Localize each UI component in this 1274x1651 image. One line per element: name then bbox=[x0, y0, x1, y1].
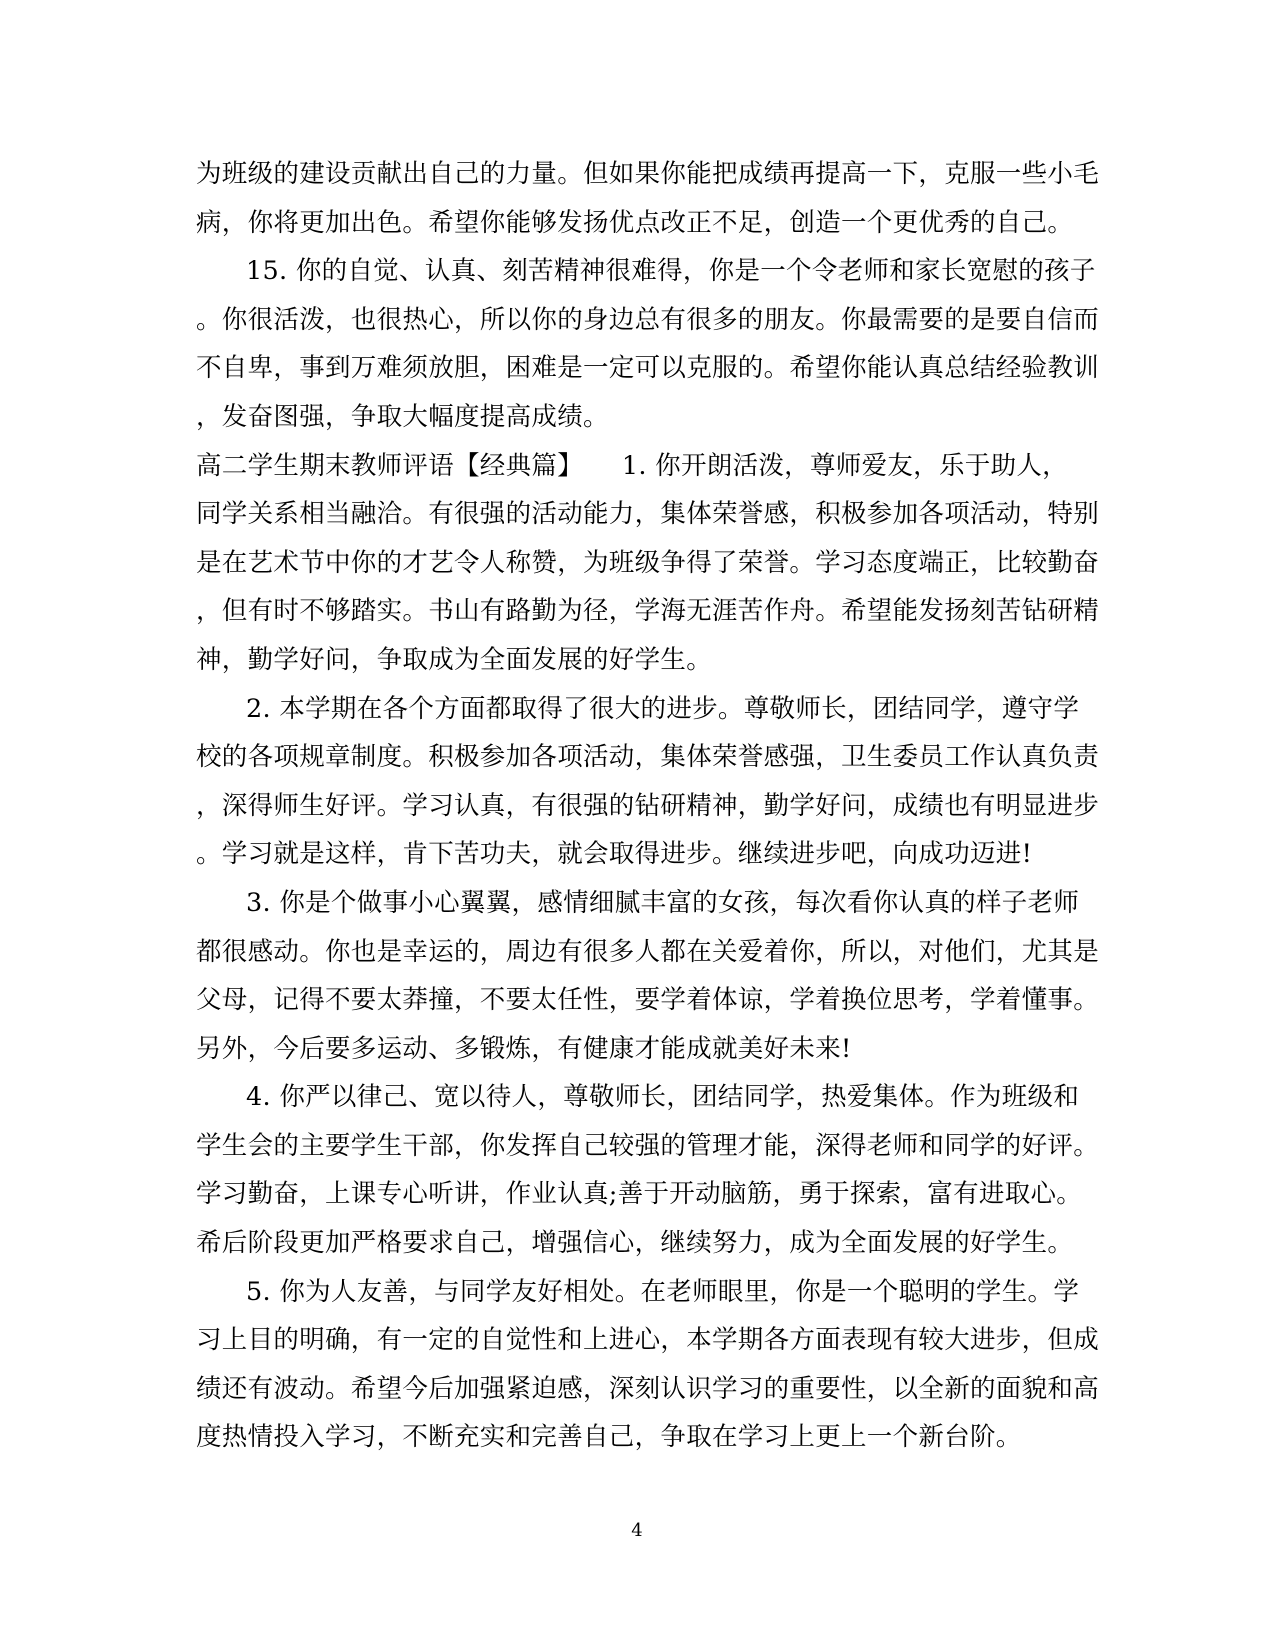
text-line: 学习勤奋，上课专心听讲，作业认真;善于开动脑筋，勇于探索，富有进取心。 bbox=[196, 1179, 1083, 1210]
text-line: 为班级的建设贡献出自己的力量。但如果你能把成绩再提高一下，克服一些小毛 bbox=[196, 159, 1100, 189]
text-line: ，发奋图强，争取大幅度提高成绩。 bbox=[196, 401, 609, 432]
text-line: 学生会的主要学生干部，你发挥自己较强的管理才能，深得老师和同学的好评。 bbox=[196, 1130, 1100, 1161]
text-line: ，但有时不够踏实。书山有路勤为径，学海无涯苦作舟。希望能发扬刻苦钻研精 bbox=[196, 596, 1100, 627]
text-line: 神，勤学好问，争取成为全面发展的好学生。 bbox=[196, 644, 713, 675]
text-line: 。你很活泼，也很热心，所以你的身边总有很多的朋友。你最需要的是要自信而 bbox=[196, 304, 1100, 335]
text-line: 另外，今后要多运动、多锻炼，有健康才能成就美好未来! bbox=[196, 1033, 852, 1064]
text-line: 不自卑，事到万难须放胆，困难是一定可以克服的。希望你能认真总结经验教训 bbox=[196, 353, 1100, 384]
section-heading-line: 高二学生期末教师评语【经典篇】 1. 你开朗活泼，尊师爱友，乐于助人， bbox=[196, 450, 1068, 481]
text-line: ，深得师生好评。学习认真，有很强的钻研精神，勤学好问，成绩也有明显进步 bbox=[196, 790, 1100, 821]
paragraph-start-line: 15. 你的自觉、认真、刻苦精神很难得，你是一个令老师和家长宽慰的孩子 bbox=[246, 256, 1096, 287]
text-line: 度热情投入学习，不断充实和完善自己，争取在学习上更上一个新台阶。 bbox=[196, 1422, 1022, 1453]
paragraph-start-line: 4. 你严以律己、宽以待人，尊敬师长，团结同学，热爱集体。作为班级和 bbox=[246, 1082, 1080, 1113]
text-line: 。学习就是这样，肯下苦功夫，就会取得进步。继续进步吧，向成功迈进! bbox=[196, 839, 1033, 870]
paragraph-start-line: 3. 你是个做事小心翼翼，感情细腻丰富的女孩，每次看你认真的样子老师 bbox=[246, 887, 1080, 918]
text-line: 是在艺术节中你的才艺令人称赞，为班级争得了荣誉。学习态度端正，比较勤奋 bbox=[196, 547, 1100, 578]
text-line: 都很感动。你也是幸运的，周边有很多人都在关爱着你，所以，对他们，尤其是 bbox=[196, 936, 1100, 967]
paragraph-start-line: 5. 你为人友善，与同学友好相处。在老师眼里，你是一个聪明的学生。学 bbox=[246, 1276, 1080, 1307]
document-body bbox=[196, 150, 1100, 1462]
text-line: 绩还有波动。希望今后加强紧迫感，深刻认识学习的重要性，以全新的面貌和高 bbox=[196, 1373, 1100, 1404]
text-line: 父母，记得不要太莽撞，不要太任性，要学着体谅，学着换位思考，学着懂事。 bbox=[196, 985, 1100, 1016]
text-line: 同学关系相当融洽。有很强的活动能力，集体荣誉感，积极参加各项活动，特别 bbox=[196, 499, 1100, 530]
paragraph-start-line: 2. 本学期在各个方面都取得了很大的进步。尊敬师长，团结同学，遵守学 bbox=[246, 693, 1080, 724]
page-number: 4 bbox=[631, 1520, 643, 1541]
text-line: 校的各项规章制度。积极参加各项活动，集体荣誉感强，卫生委员工作认真负责 bbox=[196, 742, 1100, 773]
text-line: 习上目的明确，有一定的自觉性和上进心，本学期各方面表现有较大进步，但成 bbox=[196, 1325, 1100, 1356]
text-line: 病，你将更加出色。希望你能够发扬优点改正不足，创造一个更优秀的自己。 bbox=[196, 207, 1074, 238]
text-line: 希后阶段更加严格要求自己，增强信心，继续努力，成为全面发展的好学生。 bbox=[196, 1228, 1074, 1259]
